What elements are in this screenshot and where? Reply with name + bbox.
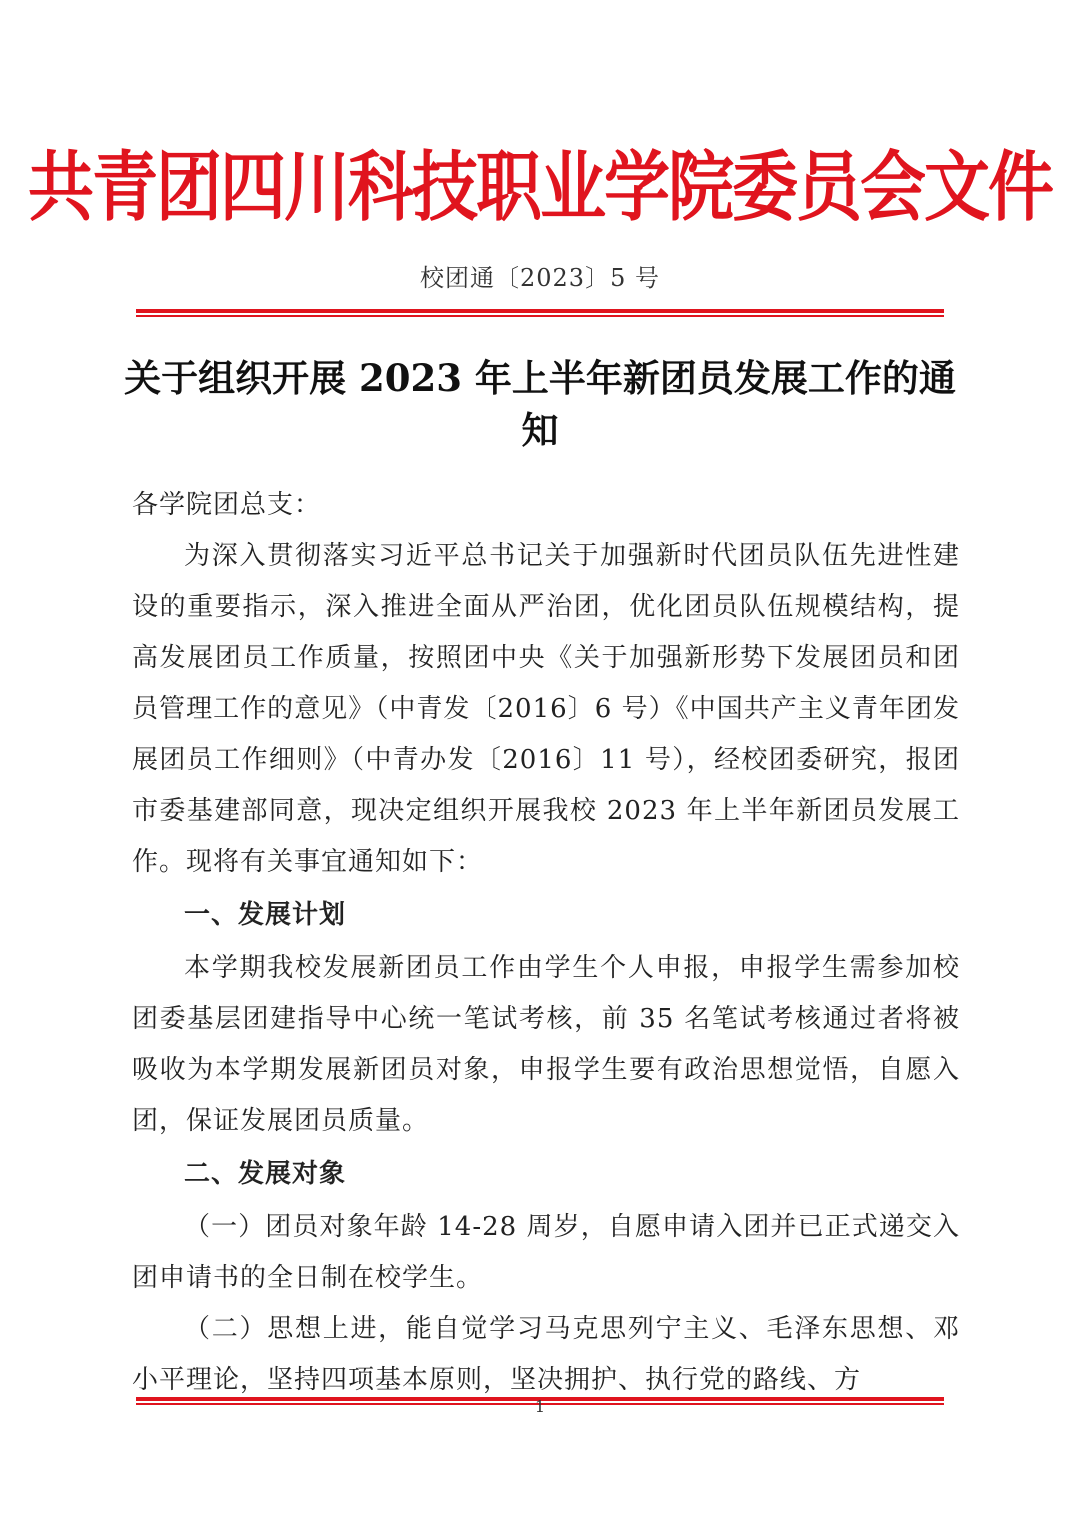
header-divider bbox=[136, 309, 944, 319]
header-divider-thick-line bbox=[136, 309, 944, 313]
document-number: 校团通〔2023〕5 号 bbox=[420, 264, 660, 292]
page-number: 1 bbox=[534, 1397, 546, 1416]
section-paragraph: （二）思想上进，能自觉学习马克思列宁主义、毛泽东思想、邓小平理论，坚持四项基本原则，坚决拥护、执行党的路线、方 bbox=[132, 1314, 960, 1395]
section-heading-plan: 一、发展计划 bbox=[184, 900, 347, 930]
intro-paragraph: 为深入贯彻落实习近平总书记关于加强新时代团员队伍先进性建设的重要指示，深入推进全面从严治团，优化团员队伍规模结构，提高发展团员工作质量，按照团中央《关于加强新形势下发展团员和团员管理工作的意见》（中青发〔2016〕6 号）《中国共产主义青年团发展团员工作细则》（中青办发〔2016〕11 号），经校团委研究，报团市委基建部同意，现决定组织开展我校 2023 年上半年新团员发展工作。现将有关事宜通知如下： bbox=[132, 541, 960, 877]
section-paragraph: （一）团员对象年龄 14-28 周岁，自愿申请入团并已正式递交入团申请书的全日制在校学生。 bbox=[132, 1212, 960, 1293]
section-heading-targets: 二、发展对象 bbox=[184, 1159, 347, 1189]
document-body bbox=[132, 480, 960, 1406]
header-divider-thin-line bbox=[136, 315, 944, 317]
section-paragraph: 本学期我校发展新团员工作由学生个人申报，申报学生需参加校团委基层团建指导中心统一笔试考核，前 35 名笔试考核通过者将被吸收为本学期发展新团员对象，申报学生要有政治思想觉悟，自愿入团，保证发展团员质量。 bbox=[132, 953, 960, 1136]
notice-title: 关于组织开展 2023 年上半年新团员发展工作的通知 bbox=[124, 356, 956, 452]
document-header-title: 共青团四川科技职业学院委员会文件 bbox=[28, 143, 1052, 232]
salutation: 各学院团总支： bbox=[132, 490, 322, 520]
